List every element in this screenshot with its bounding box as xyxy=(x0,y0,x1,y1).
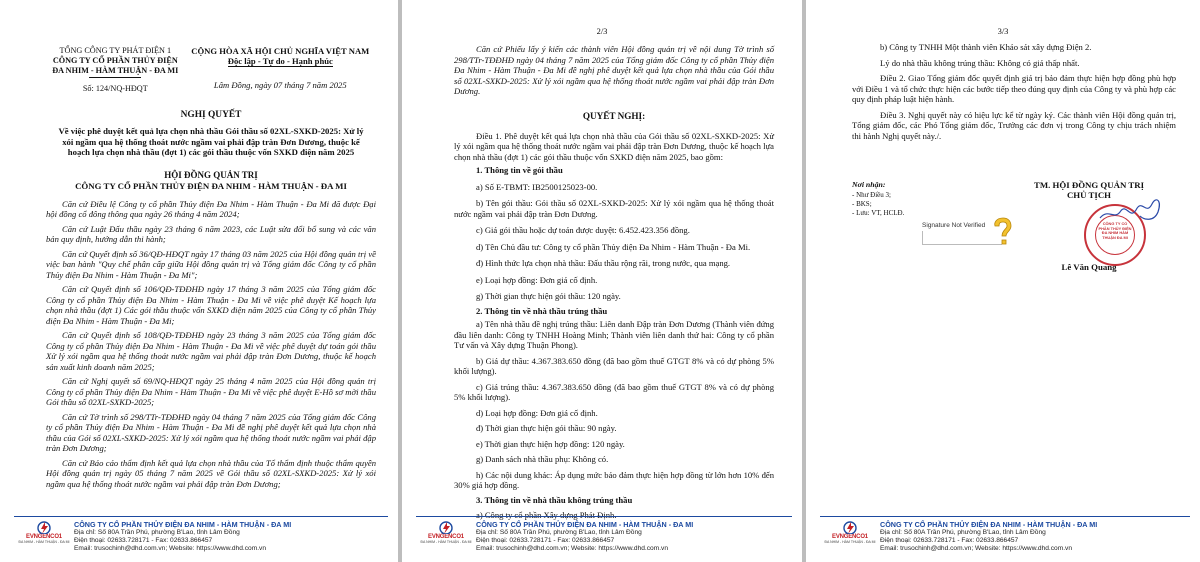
basis-7: Căn cứ Tờ trình số 298/TTr-TĐĐHĐ ngày 04 tháng 7 năm 2025 của Tổng giám đốc Công ty cổ phần Thủy điện Đa Nhim - Hàm Thuận - Đa Mi đề nghị phê duyệt kết quả lựa chọn nhà thầu của Gói số 02XL-SXKD-2025: Xử lý xói ngầm qua hệ thống thoát nước ngầm vai phải đập tràn Đơn Dương; xyxy=(46,411,376,453)
evn-logo xyxy=(14,520,74,558)
page-footer xyxy=(416,516,792,558)
evn-lightning-icon xyxy=(31,520,57,534)
footer-phone: Điện thoại: 02633.728171 - Fax: 02633.866457 xyxy=(880,537,1019,544)
section-2-item: a) Tên nhà thầu đề nghị trúng thầu: Liên danh Đập tràn Đơn Dương (Thành viên đứng đầu liên danh: Công ty TNHH Hoàng Minh; Thành viên liên danh thứ hai: Công ty cổ phần Tư vấn và Xây dựng Thuận Phong). xyxy=(454,319,774,350)
evn-logo xyxy=(820,520,880,558)
resolve-heading: QUYẾT NGHỊ: xyxy=(582,110,646,121)
section-2-item: h) Các nội dung khác: Áp dụng mức bảo đảm thực hiện hợp đồng từ lớn hơn 10% đến 30% giá hợp đồng. xyxy=(454,469,774,490)
footer-company: CÔNG TY CỔ PHẦN THỦY ĐIỆN ĐA NHIM - HÀM THUẬN - ĐA MI xyxy=(880,520,1098,529)
nation-title: CỘNG HÒA XÃ HỘI CHỦ NGHĨA VIỆT NAM xyxy=(191,46,370,56)
evn-logo-text: EVNGENCO1 xyxy=(832,534,868,540)
document-header xyxy=(46,46,376,94)
recipient-item: - BKS; xyxy=(852,200,872,208)
sign-position: CHỦ TỊCH xyxy=(1066,190,1112,200)
footer-contact: Email: trusochinh@dhd.com.vn; Website: https://www.dhd.com.vn xyxy=(74,545,267,552)
basis-ballot: Căn cứ Phiếu lấy ý kiến các thành viên Hội đồng quản trị về nội dung Tờ trình số 298/TTr-TĐĐHĐ ngày 04 tháng 7 năm 2025 của Tổng giám đốc Công ty cổ phần Thủy điện Đa Nhim - Hàm Thuận - Đa Mi đề nghị phê duyệt kết quả lựa chọn nhà thầu của Gói thầu số 02XL-SXKD-2025: Xử lý xói ngầm qua hệ thống thoát nước ngầm vai phải đập tràn Đơn Dương. xyxy=(454,44,774,96)
footer-contact: Email: trusochinh@dhd.com.vn; Website: https://www.dhd.com.vn xyxy=(880,545,1073,552)
section-2-item: b) Giá dự thầu: 4.367.383.650 đồng (đã bao gồm thuế GTGT 8% và có dự phòng 5% khối lượng). xyxy=(454,355,774,376)
sign-title: TM. HỘI ĐỒNG QUẢN TRỊ xyxy=(1033,180,1145,190)
article-1: Điều 1. Phê duyệt kết quả lựa chọn nhà thầu của Gói thầu số 02XL-SXKD-2025: Xử lý xói ngầm qua hệ thống thoát nước ngầm vai phải đập tràn Đơn Dương, thuộc kế hoạch lựa chọn nhà thầu (đợt 1) các gói thầu thuộc vốn SXKD điện năm 2025, bao gồm: xyxy=(454,130,774,162)
document-page-2 xyxy=(402,0,802,562)
article-3: Điều 3. Nghị quyết này có hiệu lực kể từ ngày ký. Các thành viên Hội đồng quản trị, Tổng giám đốc, các Phó Tổng giám đốc, Trưởng các đơn vị trong Công ty chịu trách nhiệm thi hành Nghị quyết này./. xyxy=(852,109,1176,141)
basis-3: Căn cứ Quyết định số 36/QĐ-HĐQT ngày 17 tháng 03 năm 2025 của Hội đồng quản trị về việc ban hành "Quy chế phân cấp giữa Hội đồng quản trị và Tổng giám đốc Công ty cổ phần Thủy điện Đa Nhim - Hàm Thuận - Đa Mi"; xyxy=(46,248,376,280)
signature-status: Signature Not Verified xyxy=(922,222,986,229)
signature-details xyxy=(922,231,1002,245)
recipients-title: Nơi nhận: xyxy=(852,180,886,189)
page-footer xyxy=(820,516,1190,558)
section-1-item: a) Số E-TBMT: IB2500125023-00. xyxy=(476,181,598,192)
footer-address: Địa chỉ: Số 80A Trần Phú, phường B'Lao, tỉnh Lâm Đồng xyxy=(880,529,1046,536)
section-2-item: g) Danh sách nhà thầu phụ: Không có. xyxy=(476,454,609,464)
evn-logo-sub: ĐA NHIM - HÀM THUẬN - ĐA MI xyxy=(18,540,70,544)
section-3-title: 3. Thông tin về nhà thầu không trúng thầu xyxy=(476,494,633,505)
section-1-item: e) Loại hợp đồng: Đơn giá cố định. xyxy=(476,274,598,285)
rejection-reason: Lý do nhà thầu không trúng thầu: Không có giá thấp nhất. xyxy=(880,57,1080,68)
handwritten-signature xyxy=(1096,190,1166,235)
parent-org: TỔNG CÔNG TY PHÁT ĐIỆN 1 xyxy=(59,46,172,55)
recipient-item: - Như Điều 3; xyxy=(852,191,891,199)
recipient-item: - Lưu: VT, HCLĐ. xyxy=(852,209,905,217)
section-1-item: b) Tên gói thầu: Gói thầu số 02XL-SXKD-2025: Xử lý xói ngầm qua hệ thống thoát nước ngầm vai phải đập tràn Đơn Dương. xyxy=(454,198,774,219)
section-2-item: đ) Thời gian thực hiện gói thầu: 90 ngày. xyxy=(476,423,617,433)
footer-contact: Email: trusochinh@dhd.com.vn; Website: https://www.dhd.com.vn xyxy=(476,545,669,552)
section-1-item: đ) Hình thức lựa chọn nhà thầu: Đấu thầu rộng rãi, trong nước, qua mạng. xyxy=(476,258,731,268)
issuer-name: CÔNG TY CỔ PHẦN THỦY ĐIỆN xyxy=(52,56,178,65)
recipients-block xyxy=(852,180,972,218)
footer-address: Địa chỉ: Số 80A Trần Phú, phường B'Lao, tỉnh Lâm Đồng xyxy=(476,529,642,536)
evn-logo-sub: ĐA NHIM - HÀM THUẬN - ĐA MI xyxy=(824,540,876,544)
section-1-item: d) Tên Chủ đầu tư: Công ty cổ phần Thủy điện Đa Nhim - Hàm Thuận - Đa Mi. xyxy=(476,241,751,252)
council-title: HỘI ĐỒNG QUẢN TRỊ xyxy=(164,169,258,180)
article-2: Điều 2. Giao Tổng giám đốc quyết định giá trị bảo đảm thực hiện hợp đồng phù hợp với Điều 1 và tổ chức thực hiện các bước tiếp theo đúng quy định của Công ty và phù hợp các quy định pháp luật hiện hành. xyxy=(852,73,1176,104)
doc-type: NGHỊ QUYẾT xyxy=(180,110,242,120)
evn-logo-sub: ĐA NHIM - HÀM THUẬN - ĐA MI xyxy=(420,540,472,544)
section-2-item: d) Loại hợp đồng: Đơn giá cố định. xyxy=(476,407,598,418)
evn-lightning-icon xyxy=(837,520,863,534)
basis-2: Căn cứ Luật Đấu thầu ngày 23 tháng 6 năm 2023, các Luật sửa đổi bổ sung và các văn bản quy định, hướng dẫn thi hành; xyxy=(46,223,376,244)
footer-phone: Điện thoại: 02633.728171 - Fax: 02633.866457 xyxy=(74,537,213,544)
national-motto: Độc lập - Tự do - Hạnh phúc xyxy=(227,56,333,66)
seal-text: CÔNG TY CỔ PHẦN THỦY ĐIỆN ĐA NHIM HÀM THUẬN ĐA MI xyxy=(1098,221,1132,240)
basis-8: Căn cứ Báo cáo thẩm định kết quả lựa chọn nhà thầu của Tổ thẩm định thuộc thẩm quyền Hội đồng quản trị ngày 05 tháng 7 năm 2025 về Gói thầu số 02XL-SXKD-2025: Xử lý xói ngầm qua hệ thống thoát nước ngầm vai phải đập tràn Đơn Dương; xyxy=(46,457,376,489)
footer-address: Địa chỉ: Số 80A Trần Phú, phường B'Lao, tỉnh Lâm Đồng xyxy=(74,529,240,536)
issuer-name-2: ĐA NHIM - HÀM THUẬN - ĐA MI xyxy=(52,66,179,75)
national-block xyxy=(185,46,376,94)
page-footer xyxy=(14,516,388,558)
doc-number: Số: 124/NQ-HĐQT xyxy=(82,84,148,93)
section-1-item: g) Thời gian thực hiện gói thầu: 120 ngày. xyxy=(476,291,621,301)
evn-logo xyxy=(416,520,476,558)
document-page-1 xyxy=(0,0,398,562)
basis-4: Căn cứ Quyết định số 106/QĐ-TĐĐHĐ ngày 17 tháng 3 năm 2025 của Tổng giám đốc Công ty cổ phần Thủy điện Đa Nhim - Hàm Thuận - Đa Mi về việc phê duyệt Kế hoạch lựa chọn nhà thầu (đợt 1) Các gói thầu thuộc vốn SXKD điện năm 2025 của Công ty cổ phần Thủy điện Đa Nhim - Hàm Thuận - Đa Mi; xyxy=(46,284,376,326)
section-2-item: e) Thời gian thực hiện hợp đồng: 120 ngày. xyxy=(476,438,625,449)
page-number: 3/3 xyxy=(997,26,1009,36)
section-2-item: c) Giá trúng thầu: 4.367.383.650 đồng (đã bao gồm thuế GTGT 8% và có dự phòng 5% khối lượng). xyxy=(454,381,774,402)
footer-company: CÔNG TY CỔ PHẦN THỦY ĐIỆN ĐA NHIM - HÀM THUẬN - ĐA MI xyxy=(74,520,292,529)
basis-1: Căn cứ Điều lệ Công ty cổ phần Thủy điện Đa Nhim - Hàm Thuận - Đa Mi đã được Đại hội đồng cổ đông thông qua ngày 26 tháng 4 năm 2024; xyxy=(46,198,376,219)
issuer-block xyxy=(46,46,185,94)
basis-6: Căn cứ Nghị quyết số 69/NQ-HĐQT ngày 25 tháng 4 năm 2025 của Hội đồng quản trị Công ty cổ phần Thủy điện Đa Nhim - Hàm Thuận - Đa Mi về việc phê duyệt E-Hồ sơ mời thầu Gói thầu số 02XL-SXKD-2025; xyxy=(46,376,376,407)
evn-logo-text: EVNGENCO1 xyxy=(26,534,62,540)
section-1-title: 1. Thông tin về gói thầu xyxy=(476,165,563,175)
company-title: CÔNG TY CỔ PHẦN THỦY ĐIỆN ĐA NHIM - HÀM THUẬN - ĐA MI xyxy=(75,180,347,191)
footer-company: CÔNG TY CỔ PHẦN THỦY ĐIỆN ĐA NHIM - HÀM THUẬN - ĐA MI xyxy=(476,520,694,529)
section-1-item: c) Giá gói thầu hoặc dự toán được duyệt: 6.452.423.356 đồng. xyxy=(476,225,690,235)
signer-name: Lê Văn Quang xyxy=(1061,262,1117,272)
evn-lightning-icon xyxy=(433,520,459,534)
section-3-item: b) Công ty TNHH Một thành viên Khảo sát xây dựng Điện 2. xyxy=(880,42,1092,52)
legal-bases xyxy=(46,199,376,490)
section-3-item: a) Công ty cổ phần Xây dựng Phát Định. xyxy=(476,510,617,520)
footer-phone: Điện thoại: 02633.728171 - Fax: 02633.866457 xyxy=(476,537,615,544)
document-page-3 xyxy=(806,0,1200,562)
page-number: 2/3 xyxy=(596,26,608,36)
basis-5: Căn cứ Quyết định số 108/QĐ-TĐĐHĐ ngày 23 tháng 3 năm 2025 của Tổng giám đốc Công ty cổ phần Thủy điện Đa Nhim - Hàm Thuận - Đa Mi về việc phê duyệt dự toán gói thầu Xử lý xói ngầm qua hệ thống thoát nước ngầm vai phải đập tràn Đơn Dương, thuộc kế hoạch sản xuất kinh doanh năm 2025; xyxy=(46,330,376,372)
place-date: Lâm Đồng, ngày 07 tháng 7 năm 2025 xyxy=(213,80,347,90)
section-2-title: 2. Thông tin về nhà thầu trúng thầu xyxy=(476,305,608,316)
signature-verify-icon xyxy=(992,216,1014,255)
doc-subject: Về việc phê duyệt kết quả lựa chọn nhà thầu Gói thầu số 02XL-SXKD-2025: Xử lý xói ngầm qua hệ thống thoát nước ngầm vai phải đập tràn Đơn Dương, thuộc kế hoạch lựa chọn nhà thầu (đợt 1) các gói thầu thuộc vốn SXKD điện năm 2025 xyxy=(58,126,364,157)
evn-logo-text: EVNGENCO1 xyxy=(428,534,464,540)
